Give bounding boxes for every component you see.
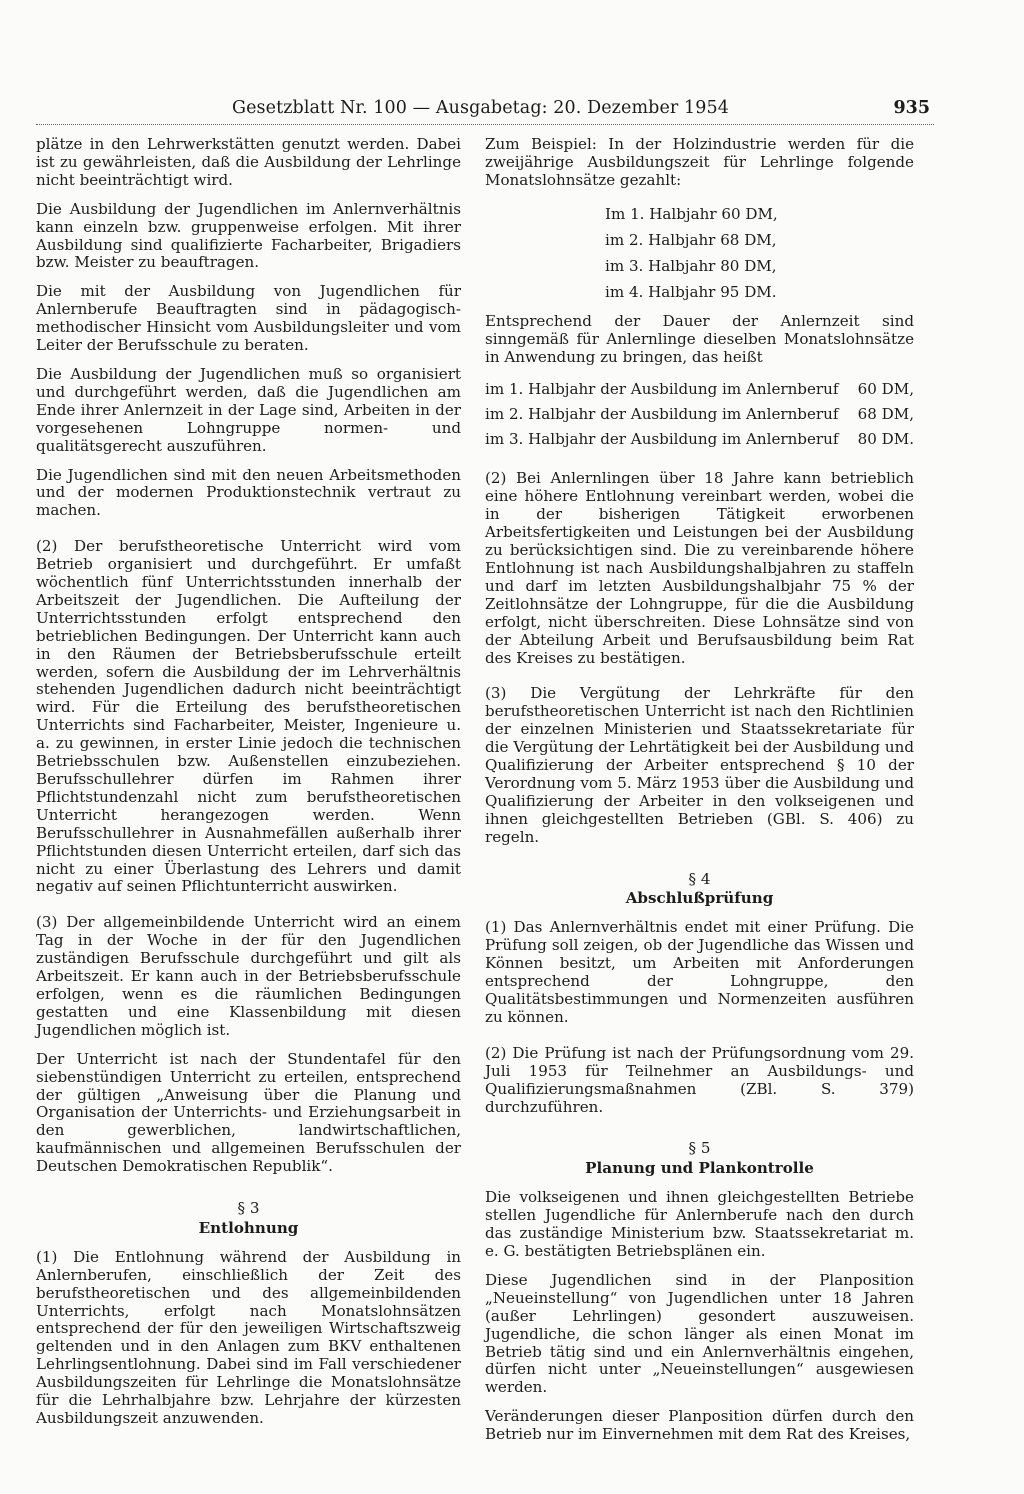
section-4-title: Abschlußprüfung xyxy=(625,889,774,908)
wage-rate-item: im 4. Halbjahr 95 DM. xyxy=(605,282,777,301)
anlern-rate-label: im 1. Halbjahr der Ausbildung im Anlernberuf xyxy=(485,380,839,399)
paragraph: (1) Das Anlernverhältnis endet mit einer Prüfung. Die Prüfung soll zeigen, ob der Jugendliche das Wissen und Können besitzt, um Arbeiten mit Anforderungen entsprechend der Lohngruppe, den Qualitätsbestimmungen und Normenzeiten ausführen zu können. xyxy=(485,918,914,1026)
anlern-rate-label: im 3. Halbjahr der Ausbildung im Anlernberuf xyxy=(485,430,839,449)
paragraph: Zum Beispiel: In der Holzindustrie werden für die zweijährige Ausbildungszeit für Lehrlinge folgende Monatslohnsätze gezahlt: xyxy=(485,135,914,189)
page-header xyxy=(36,96,934,122)
paragraph: Veränderungen dieser Planposition dürfen durch den Betrieb nur im Einvernehmen mit dem Rat des Kreises, xyxy=(485,1407,914,1444)
paragraph: (3) Die Vergütung der Lehrkräfte für den berufstheoretischen Unterricht ist nach den Richtlinien der einzelnen Ministerien und Staatssekretariate für die Vergütung der Lehrtätigkeit bei der Ausbildung und Qualifizierung der Arbeiter entsprechend § 10 der Verordnung vom 5. März 1953 über die Ausbildung und Qualifizierung der Arbeiter in den volkseigenen und ihnen gleichgestellten Betrieben (GBl. S. 406) zu regeln. xyxy=(485,684,914,846)
header-title: Gesetzblatt Nr. 100 — Ausgabetag: 20. Dezember 1954 xyxy=(232,98,729,118)
wage-rate-item: Im 1. Halbjahr 60 DM, xyxy=(605,204,778,223)
paragraph: plätze in den Lehrwerkstätten genutzt werden. Dabei ist zu gewährleisten, daß die Ausbildung der Lehrlinge nicht beeinträchtigt wird. xyxy=(36,135,461,189)
wage-rate-item: im 2. Halbjahr 68 DM, xyxy=(605,230,777,249)
anlern-rate-amount: 80 DM. xyxy=(857,430,914,449)
anlern-rate-label: im 2. Halbjahr der Ausbildung im Anlernberuf xyxy=(485,405,839,424)
paragraph: (2) Bei Anlernlingen über 18 Jahre kann betrieblich eine höhere Entlohnung vereinbart werden, wobei die in der bisherigen Tätigkeit erworbenen Arbeitsfertigkeiten und Leistungen bei der Ausbildung zu berücksichtigen sind. Die zu vereinbarende höhere Entlohnung ist nach Ausbildungshalbjahren zu staffeln und darf im letzten Ausbildungshalbjahr 75 % der Zeitlohnsätze der Lohngruppe, für die die Ausbildung erfolgt, nicht überschreiten. Diese Lohnsätze sind von der Abteilung Arbeit und Berufsausbildung beim Rat des Kreises zu bestätigen. xyxy=(485,469,914,667)
paragraph: Die volkseigenen und ihnen gleichgestellten Betriebe stellen Jugendliche für Anlernberufe nach den durch das zuständige Ministerium bzw. Staatssekretariat m. e. G. bestätigten Betriebsplänen ein. xyxy=(485,1188,914,1260)
anlern-rate-row xyxy=(485,402,914,427)
anlern-rate-row xyxy=(485,377,914,402)
paragraph: (2) Der berufstheoretische Unterricht wird vom Betrieb organisiert und durchgeführt. Er umfaßt wöchentlich fünf Unterrichtsstunden innerhalb der Arbeitszeit der Jugendlichen. Die Aufteilung der Unterrichtsstunden erfolgt entsprechend den betrieblichen Bedingungen. Der Unterricht kann auch in den Räumen der Betriebsberufsschule erteilt werden, sofern die Ausbildung der im Lehrverhältnis stehenden Jugendlichen dadurch nicht beeinträchtigt wird. Für die Erteilung des berufstheoretischen Unterrichts sind Facharbeiter, Meister, Ingenieure u. a. zu gewinnen, in erster Linie jedoch die technischen Betriebsschulen bzw. Außenstellen einzubeziehen. Berufsschullehrer dürfen im Rahmen ihrer Pflichtstundenzahl nicht zum berufstheoretischen Unterricht herangezogen werden. Wenn Berufsschullehrer in Ausnahmefällen außerhalb ihrer Pflichtstunden diesen Unterricht erteilen, darf sich das nicht zu einer Überlastung des Lehrers und damit negativ auf seinen Pflichtunterricht auswirken. xyxy=(36,537,461,896)
section-5-number: § 5 xyxy=(688,1139,711,1158)
left-column xyxy=(36,136,461,1439)
section-3-number: § 3 xyxy=(237,1199,260,1218)
paragraph: Der Unterricht ist nach der Stundentafel für den siebenstündigen Unterricht zu erteilen, entsprechend der gültigen „Anweisung über die Planung und Organisation der Unterrichts- und Erziehungsarbeit in den gewerblichen, landwirtschaftlichen, kaufmännischen und allgemeinen Berufsschulen der Deutschen Demokratischen Republik“. xyxy=(36,1049,461,1176)
anlern-rate-amount: 68 DM, xyxy=(857,405,914,424)
paragraph: (1) Die Entlohnung während der Ausbildung in Anlernberufen, einschließlich der Zeit des berufstheoretischen und des allgemeinbildenden Unterrichts, erfolgt nach Monatslohnsätzen entsprechend der für den jeweiligen Wirtschaftszweig geltenden und in den Anlagen zum BKV enthaltenen Lehrlingsentlohnung. Dabei sind im Fall verschiedener Ausbildungszeiten für Lehrlinge die Monatslohnsätze für die Lehrhalbjahre bzw. Lehrjahre der kürzesten Ausbildungszeit anzuwenden. xyxy=(36,1247,461,1427)
paragraph: Entsprechend der Dauer der Anlernzeit sind sinngemäß für Anlernlinge dieselben Monatslohnsätze in Anwendung zu bringen, das heißt xyxy=(485,311,914,366)
paragraph: Diese Jugendlichen sind in der Planposition „Neueinstellung“ von Jugendlichen unter 18 Jahren (außer Lehrlingen) gesondert auszuweisen. Jugendliche, die schon länger als einen Monat im Betrieb tätig sind und ein Anlernverhältnis eingehen, dürfen nicht unter „Neueinstellungen“ ausgewiesen werden. xyxy=(485,1270,914,1397)
paragraph: Die Jugendlichen sind mit den neuen Arbeitsmethoden und der modernen Produktionstechnik vertraut zu machen. xyxy=(36,465,461,520)
wage-rate-item: im 3. Halbjahr 80 DM, xyxy=(605,256,777,275)
paragraph: (2) Die Prüfung ist nach der Prüfungsordnung vom 29. Juli 1953 für Teilnehmer an Ausbildungs- und Qualifizierungsmaßnahmen (ZBl. S. 379) durchzuführen. xyxy=(485,1043,914,1116)
paragraph: (3) Der allgemeinbildende Unterricht wird an einem Tag in der Woche in der für den Jugendlichen zuständigen Berufsschule durchgeführt und gilt als Arbeitszeit. Er kann auch in der Betriebsberufsschule erfolgen, wenn es die räumlichen Bedingungen gestatten und eine Klassenbildung mit diesen Jugendlichen möglich ist. xyxy=(36,913,461,1039)
anlern-rate-row xyxy=(485,427,914,452)
right-column xyxy=(485,136,914,1455)
paragraph: Die mit der Ausbildung von Jugendlichen für Anlernberufe Beauftragten sind in pädagogisch-methodischer Hinsicht vom Ausbildungsleiter und vom Leiter der Berufsschule zu beraten. xyxy=(36,282,461,355)
paragraph: Die Ausbildung der Jugendlichen muß so organisiert und durchgeführt werden, daß die Jugendlichen am Ende ihrer Anlernzeit in der Lage sind, Arbeiten in der vorgesehenen Lohngruppe normen- und qualitätsgerecht auszuführen. xyxy=(36,364,461,455)
anlern-rate-amount: 60 DM, xyxy=(857,380,914,399)
wage-rates-list xyxy=(605,201,914,305)
paragraph: Die Ausbildung der Jugendlichen im Anlernverhältnis kann einzeln bzw. gruppenweise erfolgen. Mit ihrer Ausbildung sind qualifizierte Facharbeiter, Brigadiers bzw. Meister zu beauftragen. xyxy=(36,199,461,272)
section-4-number: § 4 xyxy=(688,869,711,888)
header-rule xyxy=(36,124,934,125)
anlern-rates-list xyxy=(485,377,914,452)
section-5-title: Planung und Plankontrolle xyxy=(585,1159,814,1178)
section-3-title: Entlohnung xyxy=(198,1218,299,1237)
page-number: 935 xyxy=(893,98,930,118)
